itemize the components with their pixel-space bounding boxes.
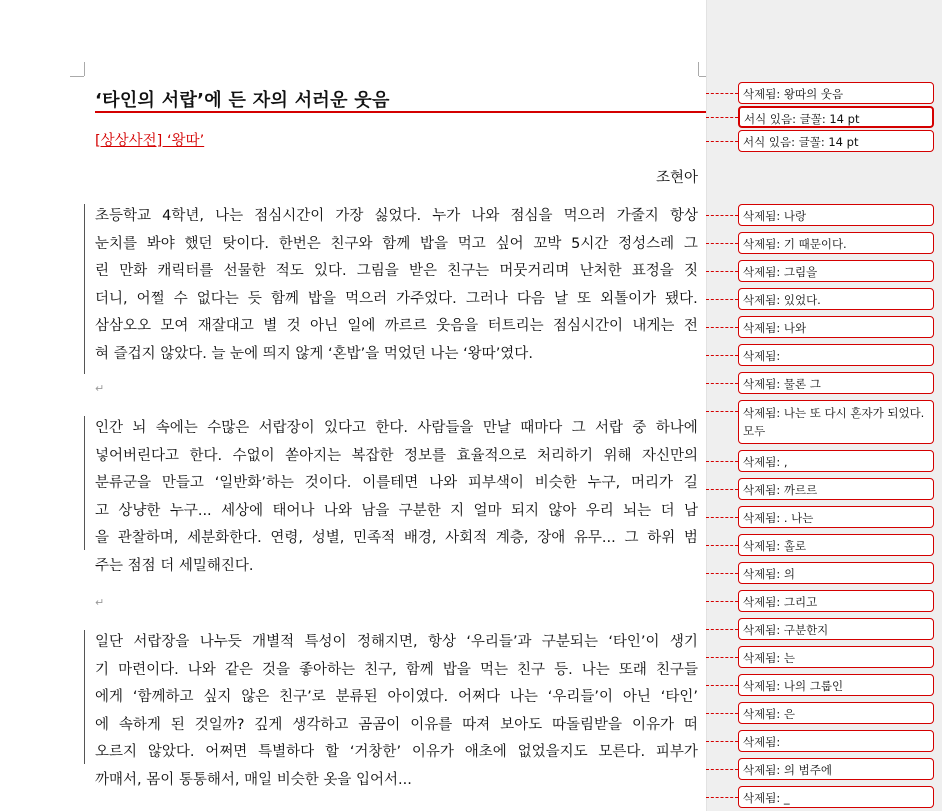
comment-balloon[interactable]: 삭제됨: 그리고 — [738, 590, 934, 612]
leader-line — [706, 685, 738, 686]
paragraph-line[interactable]: 고 상냥한 누구... 세상에 태어나 나와 남을 구분한 지 얼마 되지 않아 우리 뇌는 더 남 — [95, 502, 698, 519]
paragraph-line[interactable]: 더니, 어쩔 수 없다는 듯 함께 밥을 먹으러 가주었다. 그러나 다음 날 또 외톨이가 됐다. — [95, 290, 698, 307]
comment-balloon[interactable]: 삭제됨: _ — [738, 786, 934, 808]
paragraph-mark: ↵ — [95, 596, 105, 609]
doc-author[interactable]: 조현아 — [655, 170, 698, 186]
paragraph-line[interactable]: 넣어버린다고 한다. 수없이 쏟아지는 복잡한 정보를 효율적으로 처리하기 위해 자신만의 — [95, 447, 698, 464]
leader-line — [706, 741, 738, 742]
comment-balloon[interactable]: 삭제됨: 그림을 — [738, 260, 934, 282]
leader-line — [706, 545, 738, 546]
crop-mark-left-h — [70, 76, 84, 77]
leader-line — [706, 489, 738, 490]
leader-line — [706, 271, 738, 272]
comment-balloon[interactable]: 삭제됨: 물론 그 — [738, 372, 934, 394]
leader-line — [706, 93, 738, 94]
paragraph-line[interactable]: 에 속하게 된 것일까? 깊게 생각하고 곰곰이 이유를 따져 보아도 따돌림받을 이유가 떠 — [95, 716, 698, 733]
leader-line — [706, 117, 738, 118]
comment-balloon[interactable]: 삭제됨: — [738, 344, 934, 366]
change-bar — [84, 630, 85, 764]
paragraph-line[interactable]: 린 만화 캐릭터를 선물한 적도 있다. 그림을 받은 친구는 머뭇거리며 난처한 표정을 짓 — [95, 263, 698, 279]
comment-balloon[interactable]: 서식 있음: 글꼴: 14 pt — [738, 106, 934, 128]
leader-line — [706, 327, 738, 328]
comment-balloon[interactable]: 삭제됨: 나는 또 다시 혼자가 되었다. 모두 — [738, 400, 934, 444]
leader-line — [706, 299, 738, 300]
comment-balloon[interactable]: 삭제됨: 은 — [738, 702, 934, 724]
comment-balloon[interactable]: 삭제됨: 의 범주에 — [738, 758, 934, 780]
leader-line — [706, 243, 738, 244]
doc-title[interactable]: ‘타인의 서랍’에 든 자의 서러운 웃음 — [95, 90, 390, 111]
doc-rubric[interactable]: [상상사전] ‘왕따’ — [95, 133, 205, 149]
change-bar — [84, 416, 85, 550]
paragraph-line[interactable]: 혀 즐겁지 않았다. 늘 눈에 띄지 않게 ‘혼밥’을 먹었던 나는 ‘왕따’였다. — [95, 345, 533, 362]
comment-balloon[interactable]: 삭제됨: 나와 — [738, 316, 934, 338]
paragraph-line[interactable]: 오르지 않았다. 어쩌면 특별하다 할 ‘거창한’ 이유가 애초에 없었을지도 모른다. 피부가 — [95, 744, 698, 760]
comment-balloon[interactable]: 삭제됨: 기 때문이다. — [738, 232, 934, 254]
leader-line — [706, 601, 738, 602]
paragraph-line[interactable]: 초등학교 4학년, 나는 점심시간이 가장 싫었다. 누가 나와 점심을 먹으러 가줄지 항상 — [95, 208, 698, 224]
paragraph-line[interactable]: 기 마련이다. 나와 같은 것을 좋아하는 친구, 함께 밥을 먹는 친구 등. 나는 또래 친구들 — [95, 661, 698, 678]
leader-line — [706, 411, 738, 412]
leader-line — [706, 517, 738, 518]
comment-balloon[interactable]: 서식 있음: 글꼴: 14 pt — [738, 130, 934, 152]
leader-line — [706, 657, 738, 658]
paragraph-line[interactable]: 인간 뇌 속에는 수많은 서랍장이 있다고 한다. 사람들을 만날 때마다 그 서랍 중 하나에 — [95, 420, 698, 436]
comment-balloon[interactable]: 삭제됨: 홀로 — [738, 534, 934, 556]
paragraph-mark: ↵ — [95, 382, 105, 395]
comment-balloon[interactable]: 삭제됨: , — [738, 450, 934, 472]
leader-line — [706, 769, 738, 770]
comment-balloon[interactable]: 삭제됨: 나랑 — [738, 204, 934, 226]
comment-balloon[interactable]: 삭제됨: 나의 그룹인 — [738, 674, 934, 696]
comment-balloon[interactable]: 삭제됨: 왕따의 웃음 — [738, 82, 934, 104]
comment-balloon[interactable]: 삭제됨: 있었다. — [738, 288, 934, 310]
paragraph-line[interactable]: 주는 점점 더 세밀해진다. — [95, 557, 254, 574]
change-bar — [84, 204, 85, 374]
paragraph-line[interactable]: 에게 ‘함께하고 싶지 않은 친구’로 분류된 아이였다. 어쩌다 나는 ‘우리들’이 아닌 ‘타인’ — [95, 689, 698, 705]
comment-balloon[interactable]: 삭제됨: 는 — [738, 646, 934, 668]
leader-line — [706, 355, 738, 356]
leader-line — [706, 461, 738, 462]
comment-balloon[interactable]: 삭제됨: . 나는 — [738, 506, 934, 528]
paragraph-line[interactable]: 을 관찰하며, 세분화한다. 연령, 성별, 민족적 배경, 사회적 계층, 장애 유무... 그 하위 범 — [95, 530, 698, 546]
paragraph-line[interactable]: 일단 서랍장을 나누듯 개별적 특성이 정해지면, 항상 ‘우리들’과 구분되는 ‘타인’이 생기 — [95, 634, 698, 650]
comment-balloon[interactable]: 삭제됨: — [738, 730, 934, 752]
comment-balloon[interactable]: 삭제됨: 구분한지 — [738, 618, 934, 640]
paragraph-line[interactable]: 삼삼오오 모여 재잘대고 별 것 아닌 일에 까르르 웃음을 터트리는 점심시간이 내게는 전 — [95, 318, 698, 334]
comment-balloon[interactable]: 삭제됨: 의 — [738, 562, 934, 584]
leader-line — [706, 215, 738, 216]
crop-mark-right — [698, 62, 699, 76]
leader-line — [706, 383, 738, 384]
leader-line — [706, 629, 738, 630]
leader-line — [706, 141, 738, 142]
leader-line — [706, 713, 738, 714]
leader-line — [706, 573, 738, 574]
paragraph-line[interactable]: 까매서, 몸이 통통해서, 매일 비슷한 옷을 입어서... — [95, 771, 412, 788]
comment-balloon[interactable]: 삭제됨: 까르르 — [738, 478, 934, 500]
paragraph-line[interactable]: 분류군을 만들고 ‘일반화’하는 것이다. 이를테면 나와 피부색이 비슷한 누구, 머리가 길 — [95, 475, 698, 491]
paragraph-line[interactable]: 눈치를 봐야 했던 탓이다. 한번은 친구와 함께 밥을 먹고 싶어 꼬박 5시간 정성스레 그 — [95, 235, 698, 252]
title-change-line — [95, 111, 707, 113]
leader-line — [706, 797, 738, 798]
crop-mark-left — [84, 62, 85, 76]
